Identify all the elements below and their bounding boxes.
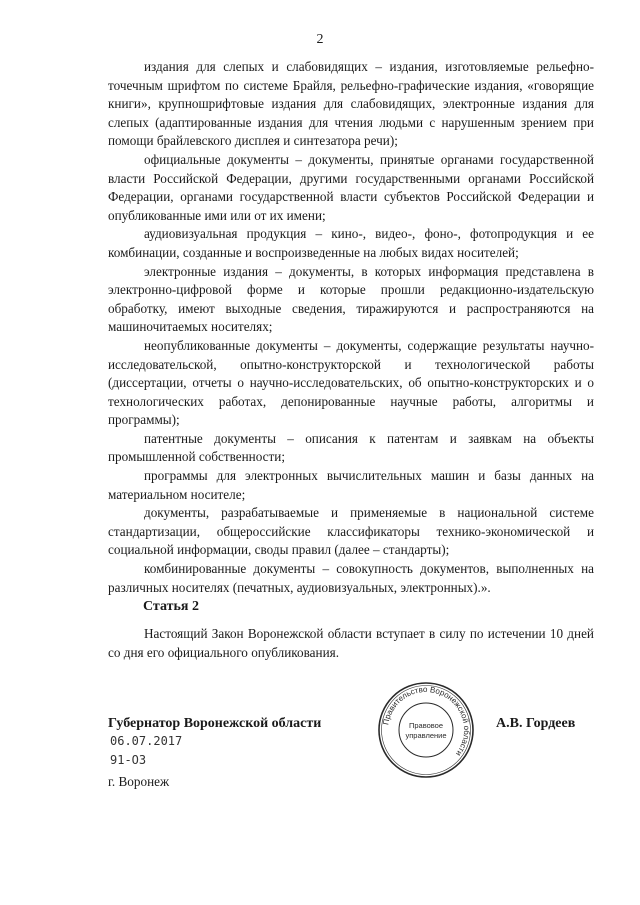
- paragraph-patent-documents: патентные документы – описания к патентам и заявкам на объекты промышленной собственности;: [108, 430, 594, 465]
- paragraph-audiovisual-products: аудиовизуальная продукция – кино-, видео-, фоно-, фотопродукция и ее комбинации, созданные и воспроизведенные на любых видах носителей;: [108, 226, 594, 260]
- body-text: [108, 58, 594, 597]
- signature-city: г. Воронеж: [108, 774, 170, 789]
- paragraph-combined-documents: комбинированные документы – совокупность документов, выполненных на различных носителях (печатных, аудиовизуальных, электронных).».: [108, 561, 594, 595]
- signature-number: 91-ОЗ: [110, 753, 147, 767]
- paragraph-computer-programs: программы для электронных вычислительных машин и базы данных на материальном носителе;: [108, 468, 594, 502]
- page-number: 2: [316, 32, 324, 47]
- seal-center-line2: управление: [405, 731, 447, 740]
- seal-ring-text: Правительство Воронежской области: [381, 684, 472, 758]
- signature-name: А.В. Гордеев: [496, 716, 576, 731]
- paragraph-electronic-editions: электронные издания – документы, в которых информация представлена в электронно-цифровой форме и которые прошли редакционно-издательскую обработку, имеют выходные сведения, тиражируются и распространяются на машиночитаемых носителях;: [108, 263, 594, 335]
- article-heading: Статья 2: [143, 599, 199, 614]
- article-text: Настоящий Закон Воронежской области вступает в силу по истечении 10 дней со дня его официального опубликования.: [108, 626, 594, 660]
- seal-center-line1: Правовое: [408, 721, 444, 730]
- paragraph-standards: документы, разрабатываемые и применяемые в национальной системе стандартизации, общероссийские классификаторы технико-экономической и социальной информации, своды правил (далее – стандарты);: [108, 505, 594, 558]
- signature-title: Губернатор Воронежской области: [108, 716, 322, 731]
- paragraph-unpublished-documents: неопубликованные документы – документы, содержащие результаты научно-исследовательской, опытно-конструкторской и технологической работы (диссертации, отчеты о научно-исследовательских, об опытно-конструкторских и о технологических работах, депонированные научные работы, алгоритмы и программы);: [108, 337, 594, 428]
- signature-date: 06.07.2017: [110, 734, 183, 748]
- official-seal: [376, 680, 476, 780]
- paragraph-official-documents: официальные документы – документы, принятые органами государственной власти Российской Федерации, другими государственными органами Российской Федерации, органами государственной власти субъектов Российской Федерации и опубликованные ими или от их имени;: [108, 151, 594, 223]
- paragraph-braille-editions: издания для слепых и слабовидящих – издания, изготовляемые рельефно-точечным шрифтом по системе Брайля, рельефно-графические издания, «говорящие книги», крупношрифтовые издания для слабовидящих, электронные издания для слепых (адаптированные издания для чтения людьми с нарушенным зрением при помощи брайлевского дисплея и синтезатора речи);: [108, 59, 594, 149]
